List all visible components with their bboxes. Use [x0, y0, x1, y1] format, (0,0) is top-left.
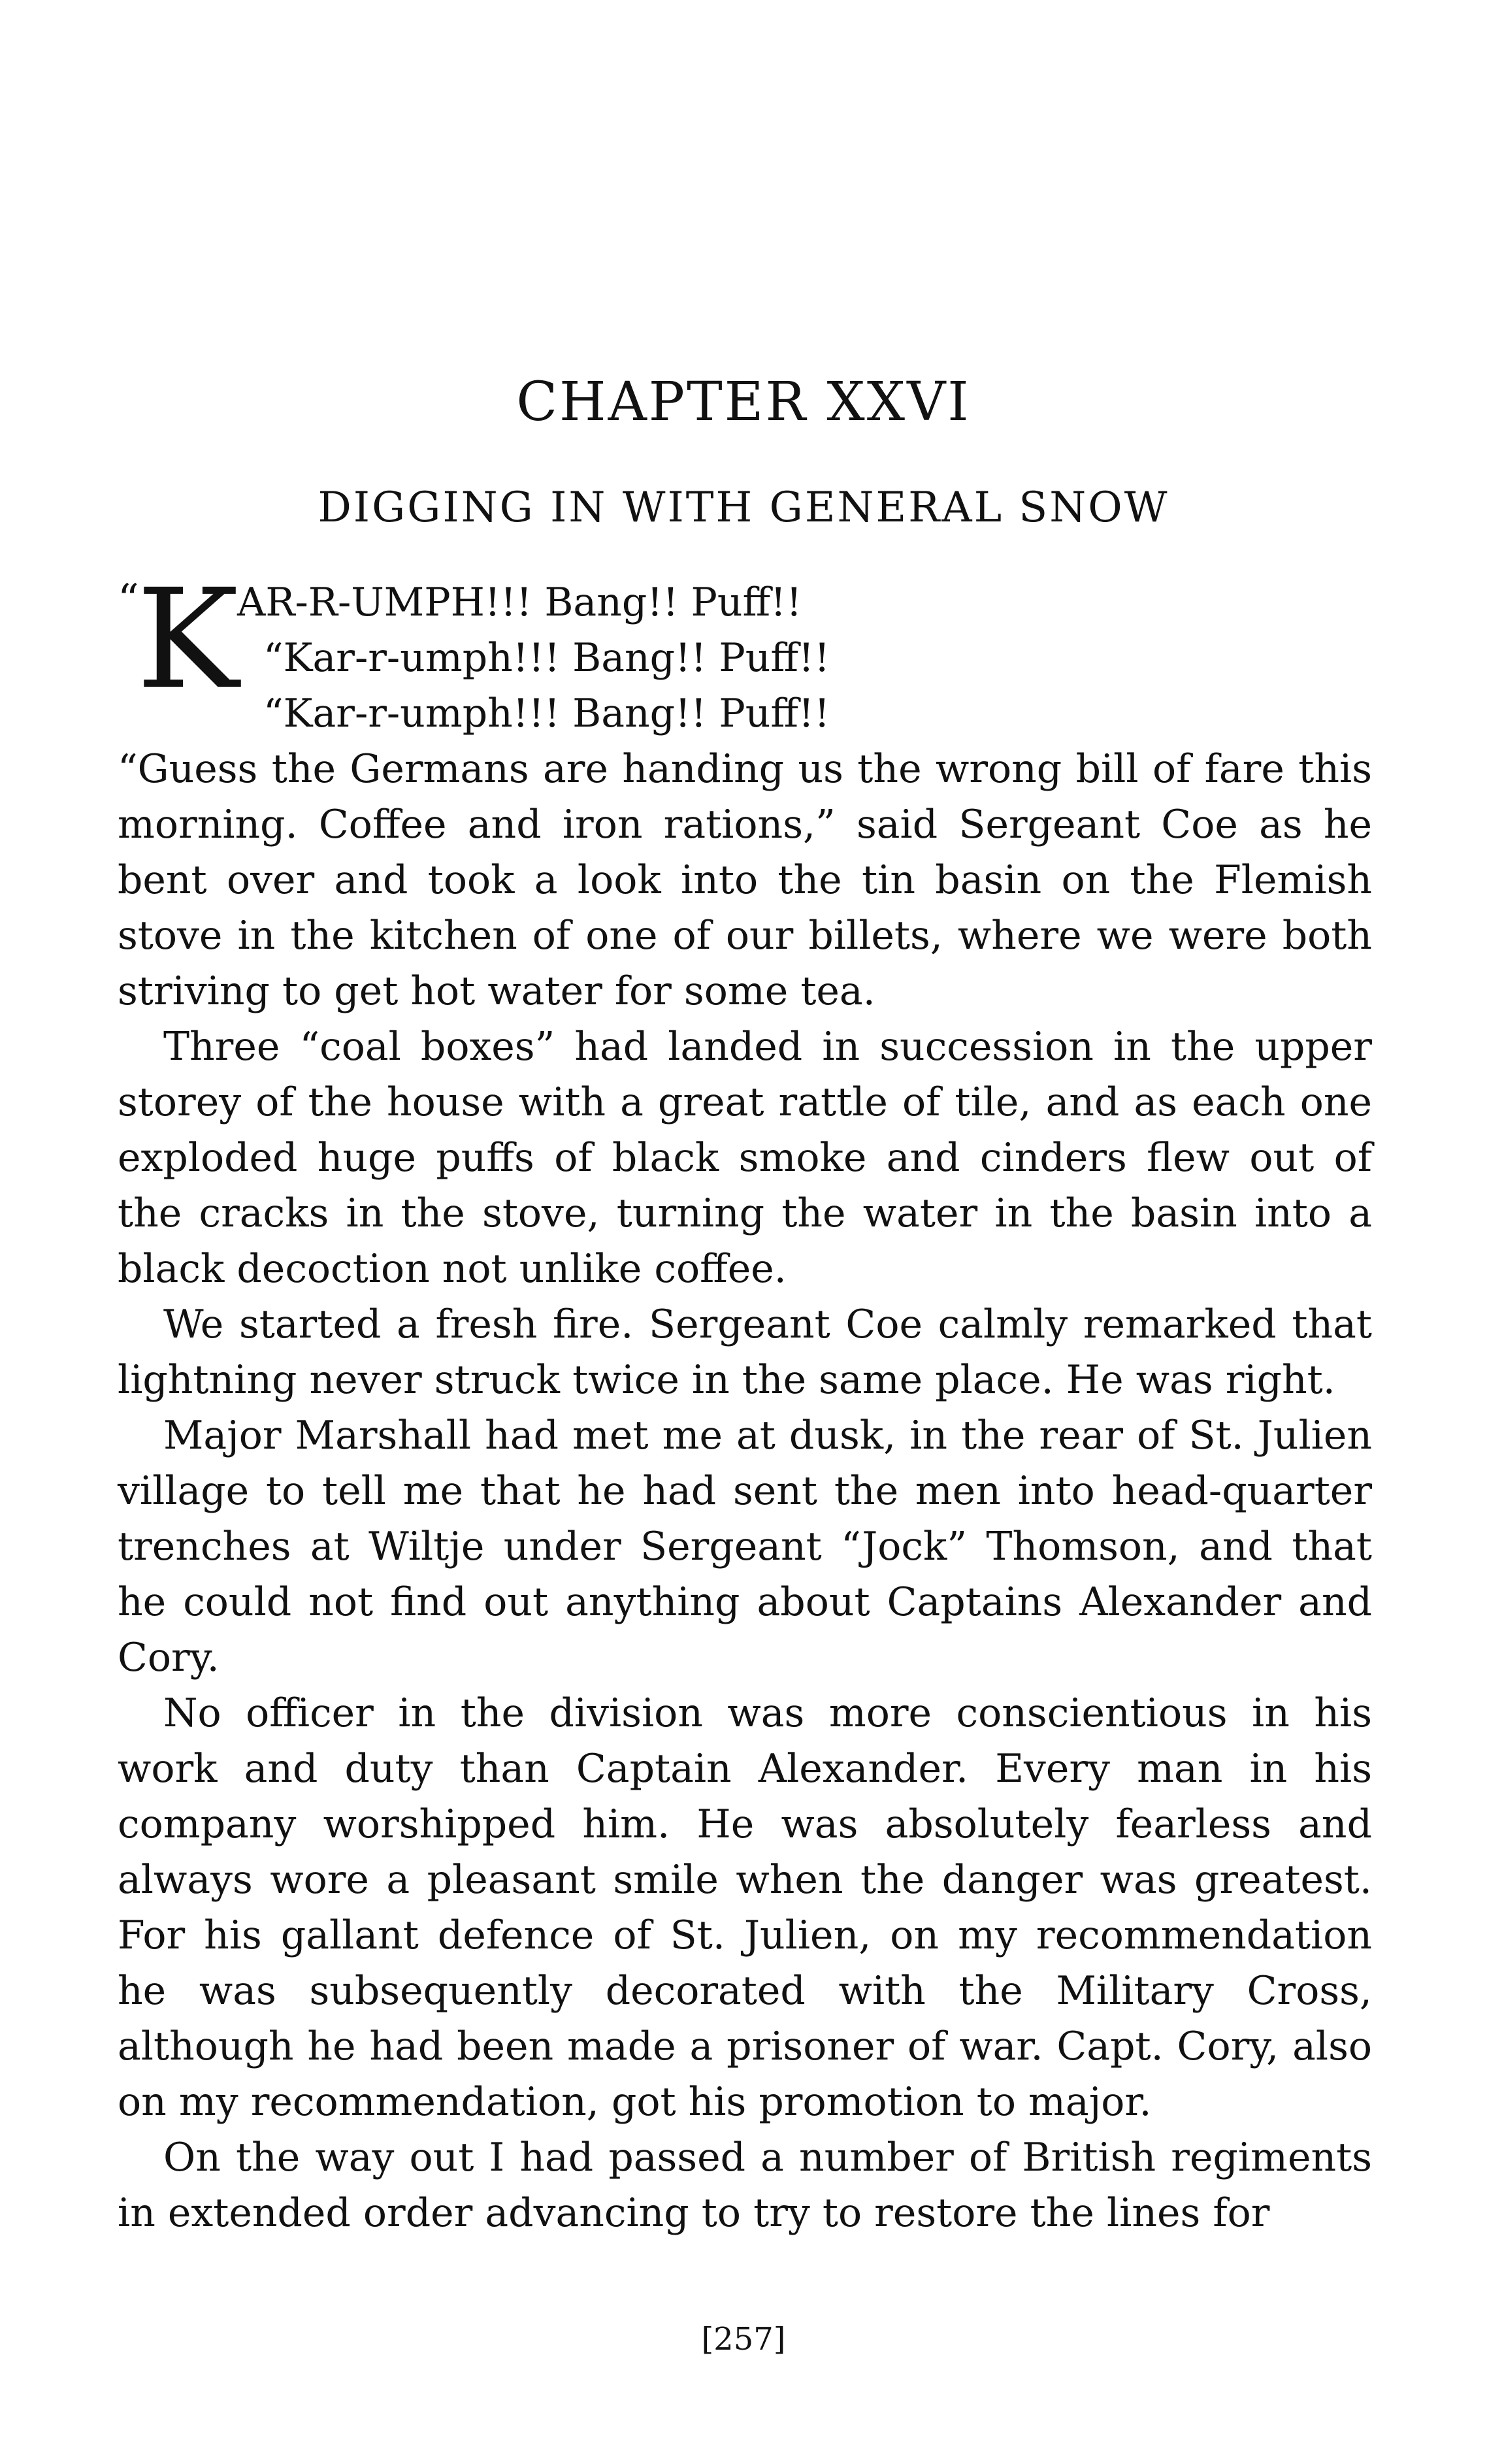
paragraph: Three “coal boxes” had landed in succession in the upper storey of the house with a great rattle of tile, and as each one exploded huge puffs of black smoke and cinders flew out of the cracks in the stove, turning the water in the basin into a black decoction not unlike coffee.: [118, 1024, 1372, 1292]
opening-exclamations: [118, 559, 1372, 742]
opening-quote-mark: “: [118, 576, 139, 624]
paragraph: “Guess the Germans are handing us the wrong bill of fare this morning. Coffee and iron rations,” said Sergeant Coe as he bent over and took a look into the tin basin on the Flemish stove in the kitchen of one of our billets, where we were both striving to get hot water for some tea.: [118, 746, 1372, 1014]
opening-line-1: AR-R-UMPH!!! Bang!! Puff!!: [237, 580, 802, 625]
paragraph: We started a fresh fire. Sergeant Coe calmly remarked that lightning never struck twice in the same place. He was right.: [118, 1302, 1372, 1403]
drop-cap-letter: K: [136, 559, 239, 719]
opening-line-3: “Kar-r-umph!!! Bang!! Puff!!: [263, 691, 830, 736]
page-number: [257]: [701, 2321, 786, 2357]
paragraph: Major Marshall had met me at dusk, in the rear of St. Julien village to tell me that he had sent the men into head-quarter trenches at Wiltje under Sergeant “Jock” Thomson, and that he could not find out anything about Captains Alexander and Cory.: [118, 1413, 1372, 1681]
opening-lines: [237, 575, 830, 742]
paragraph: On the way out I had passed a number of British regiments in extended order advancing to try to restore the lines for: [118, 2135, 1372, 2236]
chapter-title: DIGGING IN WITH GENERAL SNOW: [318, 484, 1169, 532]
paragraph: No officer in the division was more conscientious in his work and duty than Captain Alexander. Every man in his company worshipped him. He was absolutely fearless and always wore a pleasant smile when the danger was greatest. For his gallant defence of St. Julien, on my recommendation he was subsequently decorated with the Military Cross, although he had been made a prisoner of war. Capt. Cory, also on my recommendation, got his promotion to major.: [118, 1690, 1372, 2125]
drop-cap: [118, 559, 239, 719]
chapter-number: CHAPTER XXVI: [516, 371, 971, 433]
chapter-body: [118, 559, 1372, 2241]
opening-line-2: “Kar-r-umph!!! Bang!! Puff!!: [263, 635, 830, 681]
